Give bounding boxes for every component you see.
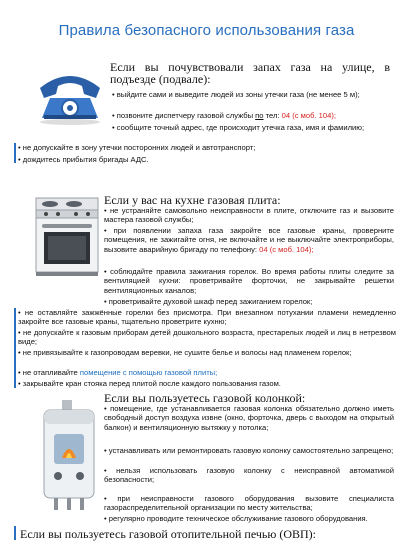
list-item: • дождитесь прибытия бригады АДС. bbox=[18, 155, 149, 164]
list-item bbox=[104, 226, 394, 254]
list-item: • выйдите сами и выведите людей из зоны утечки газа (не менее 5 м); bbox=[112, 90, 360, 99]
list-item: • закрывайте кран стояка перед плитой после каждого пользования газом. bbox=[18, 379, 281, 388]
accent-bar bbox=[14, 143, 16, 163]
section-heading-heater: Если вы пользуетесь газовой колонкой: bbox=[104, 391, 306, 405]
phone-number: 04 (с моб. 104); bbox=[281, 111, 336, 120]
list-item: • при неисправности газового оборудования вызовите специалиста газораспределительной организации по месту жительства; bbox=[104, 494, 394, 513]
telephone-icon bbox=[30, 58, 110, 128]
page-title: Правила безопасного использования газа bbox=[58, 22, 355, 39]
list-item-text: • не отапливайте bbox=[18, 368, 80, 377]
section-heading-street: Если вы почувствовали запах газа на улице, в подъезде (подвале): bbox=[110, 60, 390, 86]
list-item bbox=[112, 111, 392, 120]
list-item: • сообщите точный адрес, где происходит утечка газа, имя и фамилию; bbox=[112, 123, 365, 132]
list-item: • соблюдайте правила зажигания горелок. Во время работы плиты следите за вентиляцией кухни: проветривайте форточки, не закрывайте решетки вентиляционных каналов; bbox=[104, 267, 394, 295]
section-heading-stove: Если у вас на кухне газовая плита: bbox=[104, 193, 281, 207]
gas-water-heater-icon bbox=[40, 400, 98, 512]
list-item-text: • при появлении запаха газа закройте все газовые краны, проверните помещения, не зажигайте огня, не включайте и не выключайте электроприборы, вызовите аварийную бригаду по телефону: bbox=[104, 226, 394, 254]
list-item: • не оставляйте зажжённые горелки без присмотра. При внезапном потухании пламени немедленно закройте все газовые краны, тщательно проветрите кухню; bbox=[18, 308, 396, 327]
list-item: • помещение, где устанавливается газовая колонка обязательно должно иметь свободный доступ воздуха извне (окно, форточка, дверь с выходом на открытый балкон) и вентиляционную вытяжку у потолка; bbox=[104, 404, 394, 432]
gas-stove-icon bbox=[32, 194, 102, 278]
list-item-text: тел: bbox=[263, 111, 282, 120]
list-item: • нельзя использовать газовую колонку с неисправной автоматикой безопасности; bbox=[104, 466, 394, 485]
list-item-text: • позвоните диспетчеру газовой службы bbox=[112, 111, 256, 120]
accent-bar bbox=[14, 526, 16, 540]
list-item: • регулярно проводите техническое обслуживание газового оборудования. bbox=[104, 514, 368, 523]
inline-link[interactable]: помещение с помощью газовой плиты; bbox=[79, 368, 218, 377]
inline-link[interactable]: по bbox=[255, 111, 264, 120]
list-item: • не устраняйте самовольно неисправности в плите, отключите газ и вызовите мастера газовой службы; bbox=[104, 206, 394, 225]
accent-bar bbox=[14, 308, 16, 388]
section-heading-furnace: Если вы пользуетесь газовой отопительной печью (ОВП): bbox=[20, 527, 316, 541]
list-item: • устанавливать или ремонтировать газовую колонку самостоятельно запрещено; bbox=[104, 446, 394, 455]
phone-number: 04 (с моб. 104); bbox=[259, 244, 314, 254]
list-item: • не допускайте к газовым приборам детей дошкольного возраста, престарелых людей и лиц в нетрезвом виде; bbox=[18, 328, 396, 347]
list-item: • не привязывайте к газопроводам веревки, не сушите белье и волосы над пламенем горелок; bbox=[18, 348, 352, 357]
list-item bbox=[18, 368, 396, 377]
list-item: • проветривайте духовой шкаф перед зажиганием горелок; bbox=[104, 297, 313, 306]
list-item: • не допускайте в зону утечки посторонних людей и автотранспорт; bbox=[18, 143, 256, 152]
